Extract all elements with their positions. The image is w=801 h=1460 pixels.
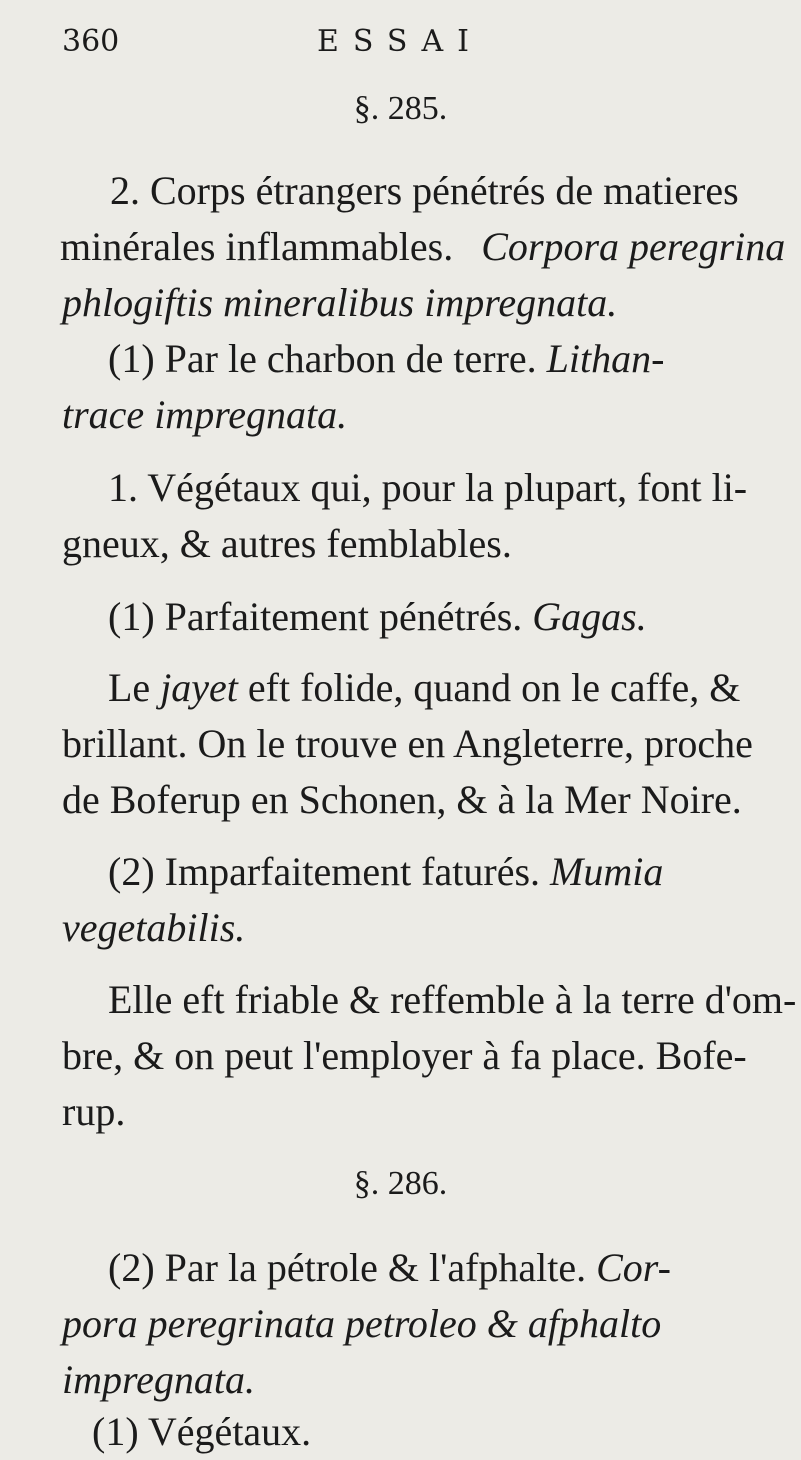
text-fragment: (1) Parfaitement pénétrés. xyxy=(108,594,523,639)
text-fragment: minérales inflammables. xyxy=(60,224,454,269)
text-fragment: (1) Par le charbon de terre. xyxy=(108,336,537,381)
text-line: rup. xyxy=(62,1089,126,1134)
latin-term: Cor- xyxy=(596,1245,671,1290)
latin-term: phlogiftis mineralibus impregnata. xyxy=(62,280,618,325)
text-line xyxy=(108,665,801,711)
text-fragment: (2) Imparfaitement faturés. xyxy=(108,849,541,894)
section-heading-286: §. 286. xyxy=(353,1165,448,1202)
text-line: de Boferup en Schonen, & à la Mer Noire. xyxy=(62,777,742,822)
text-fragment: (2) Par la pétrole & l'afphalte. xyxy=(108,1245,587,1290)
page-header xyxy=(62,18,761,68)
text-line xyxy=(108,849,801,895)
text-line xyxy=(108,594,801,640)
text-line: Elle eft friable & reffemble à la terre d'om- xyxy=(108,977,797,1022)
text-line: 1. Végétaux qui, pour la plupart, font li- xyxy=(108,465,748,510)
latin-term: trace impregnata. xyxy=(62,392,348,437)
text-line xyxy=(108,1245,801,1291)
text-line: bre, & on peut l'employer à fa place. Bofe- xyxy=(62,1033,747,1078)
latin-term: Lithan- xyxy=(546,336,665,381)
text-line: gneux, & autres femblables. xyxy=(62,521,512,566)
latin-term: impregnata. xyxy=(62,1357,255,1402)
latin-term: Corpora peregrina xyxy=(481,224,786,269)
page-number: 360 xyxy=(62,24,120,59)
text-fragment: Le xyxy=(108,665,151,710)
running-title: ESSAI xyxy=(317,24,483,59)
text-fragment: eft folide, quand on le caffe, & xyxy=(247,665,741,710)
text-line xyxy=(60,224,801,270)
text-line: 2. Corps étrangers pénétrés de matieres xyxy=(110,168,739,213)
latin-term: Mumia xyxy=(550,849,664,894)
section-heading-285: §. 285. xyxy=(353,90,448,127)
latin-term: vegetabilis. xyxy=(62,905,246,950)
term-italic: jayet xyxy=(160,665,238,710)
text-line xyxy=(108,336,801,382)
text-line: brillant. On le trouve en Angleterre, proche xyxy=(62,721,753,766)
latin-term: Gagas. xyxy=(532,594,647,639)
text-line: (1) Végétaux. xyxy=(92,1409,312,1454)
latin-term: pora peregrinata petroleo & afphalto xyxy=(62,1301,662,1346)
